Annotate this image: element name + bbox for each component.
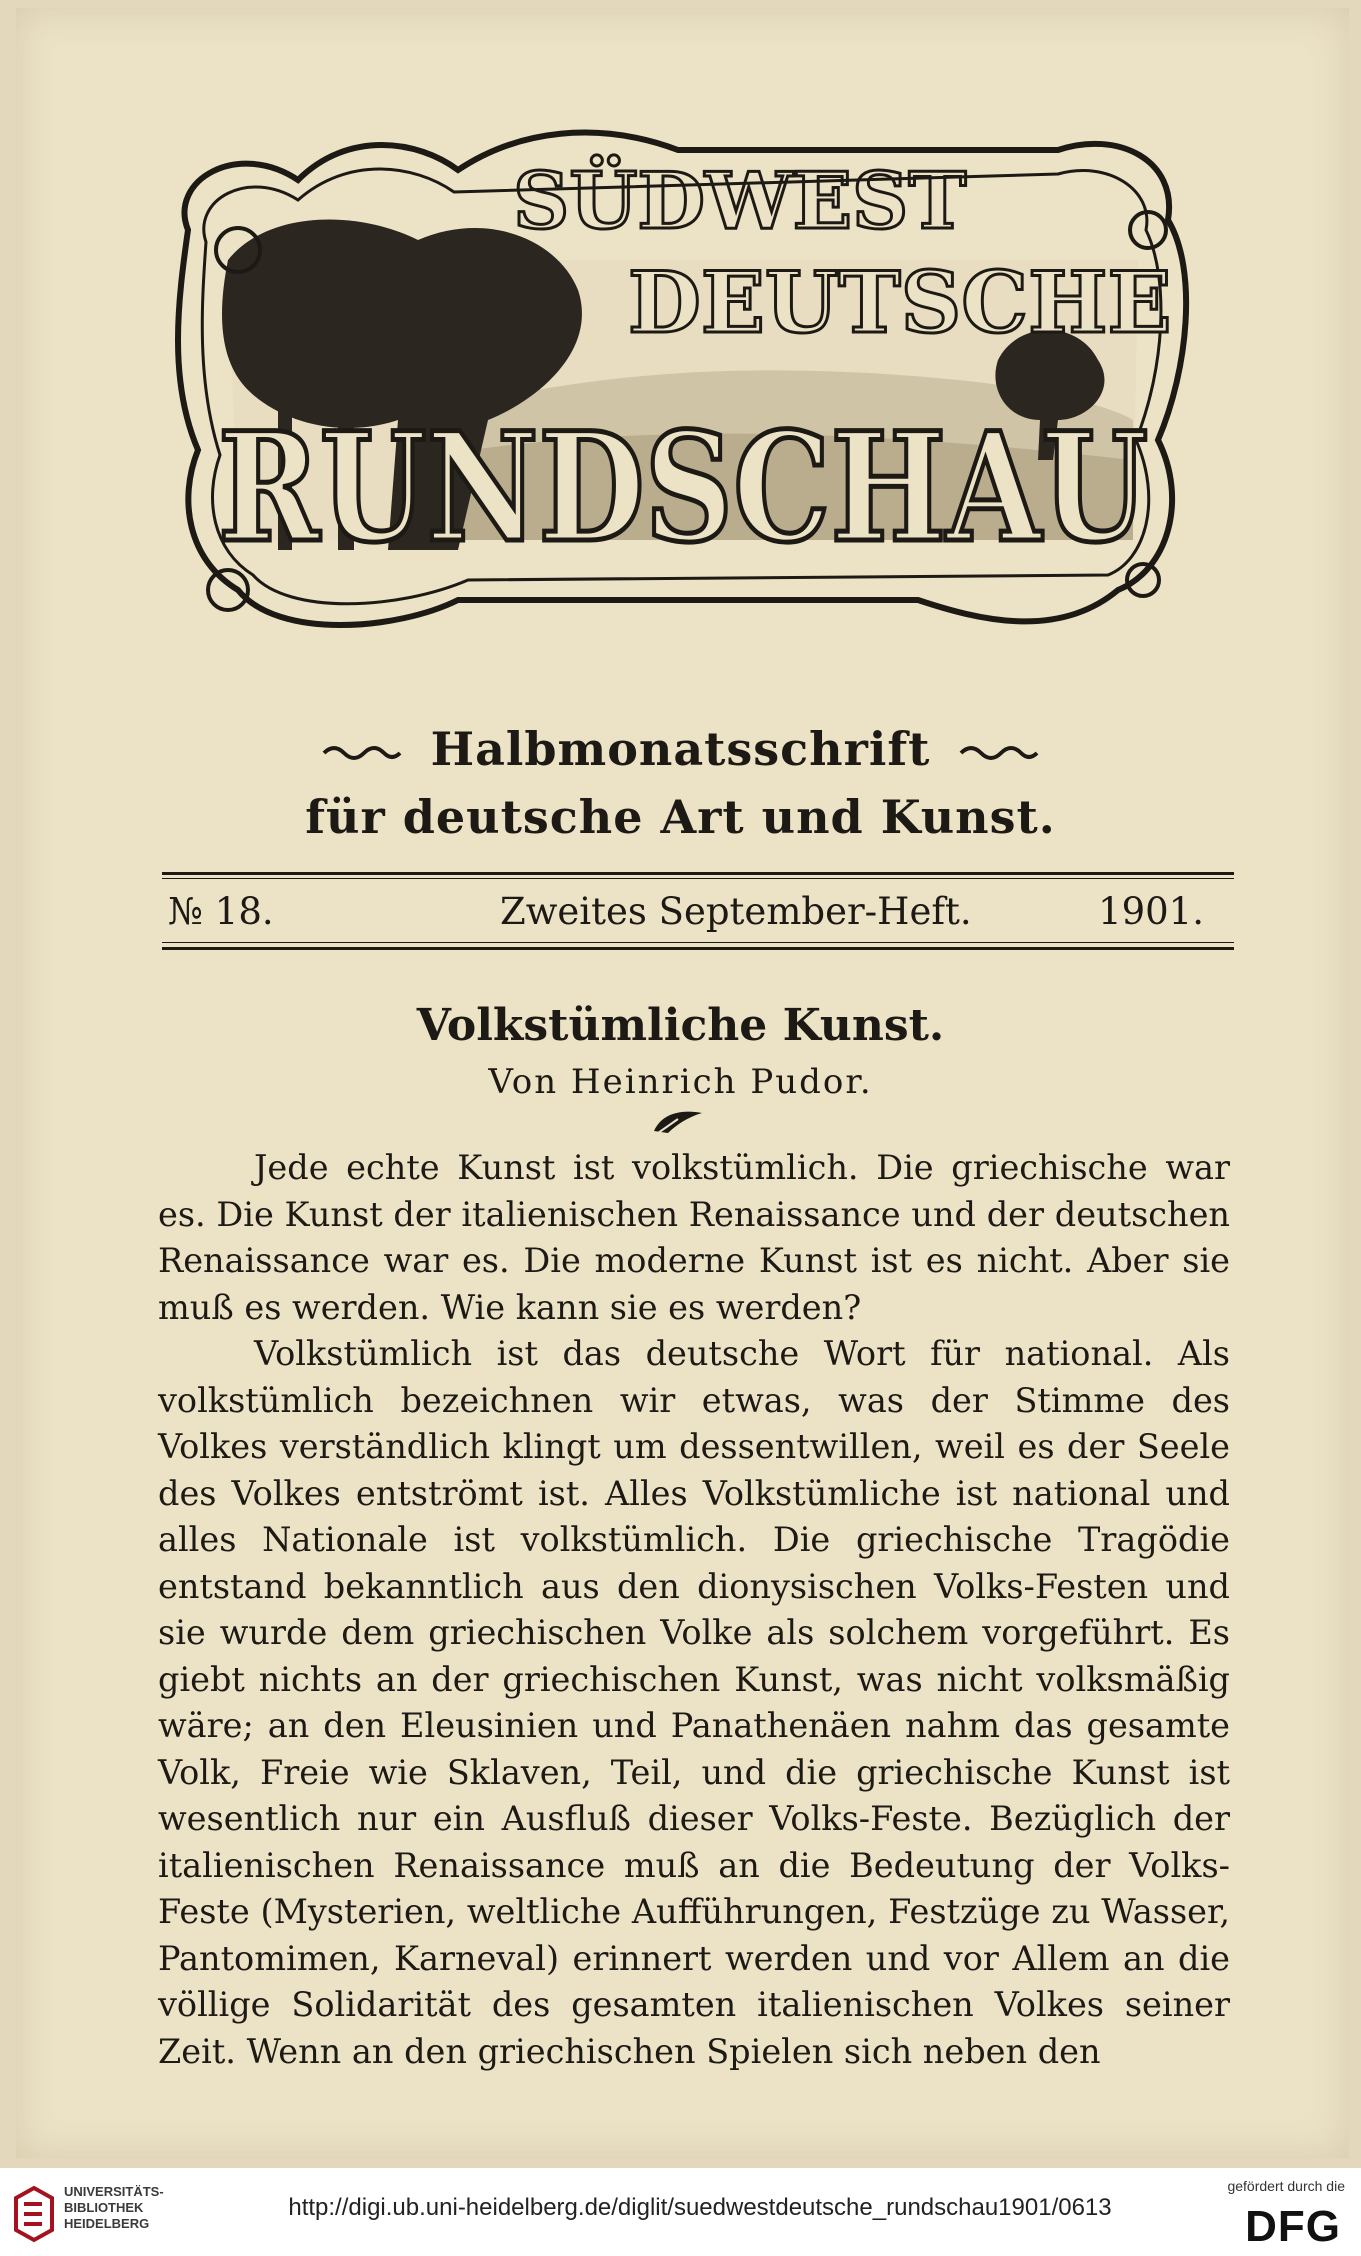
article-author: Von Heinrich Pudor. <box>488 1062 873 1102</box>
top-rule-thick <box>162 872 1234 875</box>
library-line-3: HEIDELBERG <box>64 2216 150 2231</box>
bottom-rule-thick <box>162 947 1234 950</box>
library-line-1: UNIVERSITÄTS- <box>64 2184 164 2199</box>
issue-year: 1901. <box>1098 890 1204 933</box>
bottom-rule-thin <box>162 942 1234 943</box>
library-line-2: BIBLIOTHEK <box>64 2200 144 2215</box>
top-rule-thin <box>162 878 1234 879</box>
issue-number: № 18. <box>168 890 274 933</box>
issue-label: Zweites September-Heft. <box>500 890 972 933</box>
paragraph-2: Volkstümlich ist das deutsche Wort für national. Als volkstümlich bezeichnen wir etwas, was der Stimme des Volkes verständlich klingt um dessentwillen, weil es der Seele des Volkes entströmt ist. Alles Volkstümliche ist national und alles Nationale ist volkstümlich. Die griechische Tragödie entstand bekanntlich aus den dionysischen Volks-Festen und sie wurde dem griechischen Volke als solchem vorgeführt. Es giebt nichts an der griechischen Kunst, was nicht volksmäßig wäre; an den Eleusinien und Panathenäen nahm das gesamte Volk, Freie wie Sklaven, Teil, und die griechische Kunst ist wesentlich nur ein Ausfluß dieser Volks-Feste. Bezüglich der italienischen Renaissance muß an die Bedeutung der Volks-Feste (Mysterien, weltliche Aufführungen, Festzüge zu Wasser, Pantomimen, Karneval) erinnert werden und vor Allem an die völlige Solidarität des gesamten italienischen Volkes seiner Zeit. Wenn an den griechischen Spielen sich neben den <box>158 1334 1230 2071</box>
paragraph-1: Jede echte Kunst ist volkstümlich. Die griechische war es. Die Kunst der italienischen Renaissance und der deutschen Renaissance war es. Die moderne Kunst ist es nicht. Aber sie muß es werden. Wie kann sie es werden? <box>158 1148 1230 1327</box>
dfg-logo: DFG <box>1245 2202 1341 2251</box>
permalink-url[interactable]: http://digi.ub.uni-heidelberg.de/diglit/suedwestdeutsche_rundschau1901/0613 <box>288 2194 1112 2221</box>
left-ornament-icon <box>322 743 402 763</box>
article-title: Volkstümliche Kunst. <box>416 1000 945 1051</box>
right-ornament-icon <box>959 743 1039 763</box>
article-body <box>158 1145 1230 2075</box>
subtitle-line2: für deutsche Art und Kunst. <box>305 790 1056 844</box>
masthead-line1: SÜDWEST <box>513 156 967 247</box>
issue-line <box>162 890 1234 946</box>
library-name <box>64 2184 164 2232</box>
masthead-illustration <box>158 120 1206 660</box>
footer-bar <box>0 2168 1361 2256</box>
masthead-line2: DEUTSCHE <box>628 253 1172 352</box>
university-logo-icon <box>12 2186 56 2242</box>
subtitle-line1 <box>0 722 1361 776</box>
funding-note: gefördert durch die <box>1227 2178 1345 2194</box>
subtitle-text-1: Halbmonatsschrift <box>430 722 931 776</box>
masthead-line3: RUNDSCHAU <box>218 400 1148 576</box>
leaf-ornament-icon <box>648 1105 708 1137</box>
